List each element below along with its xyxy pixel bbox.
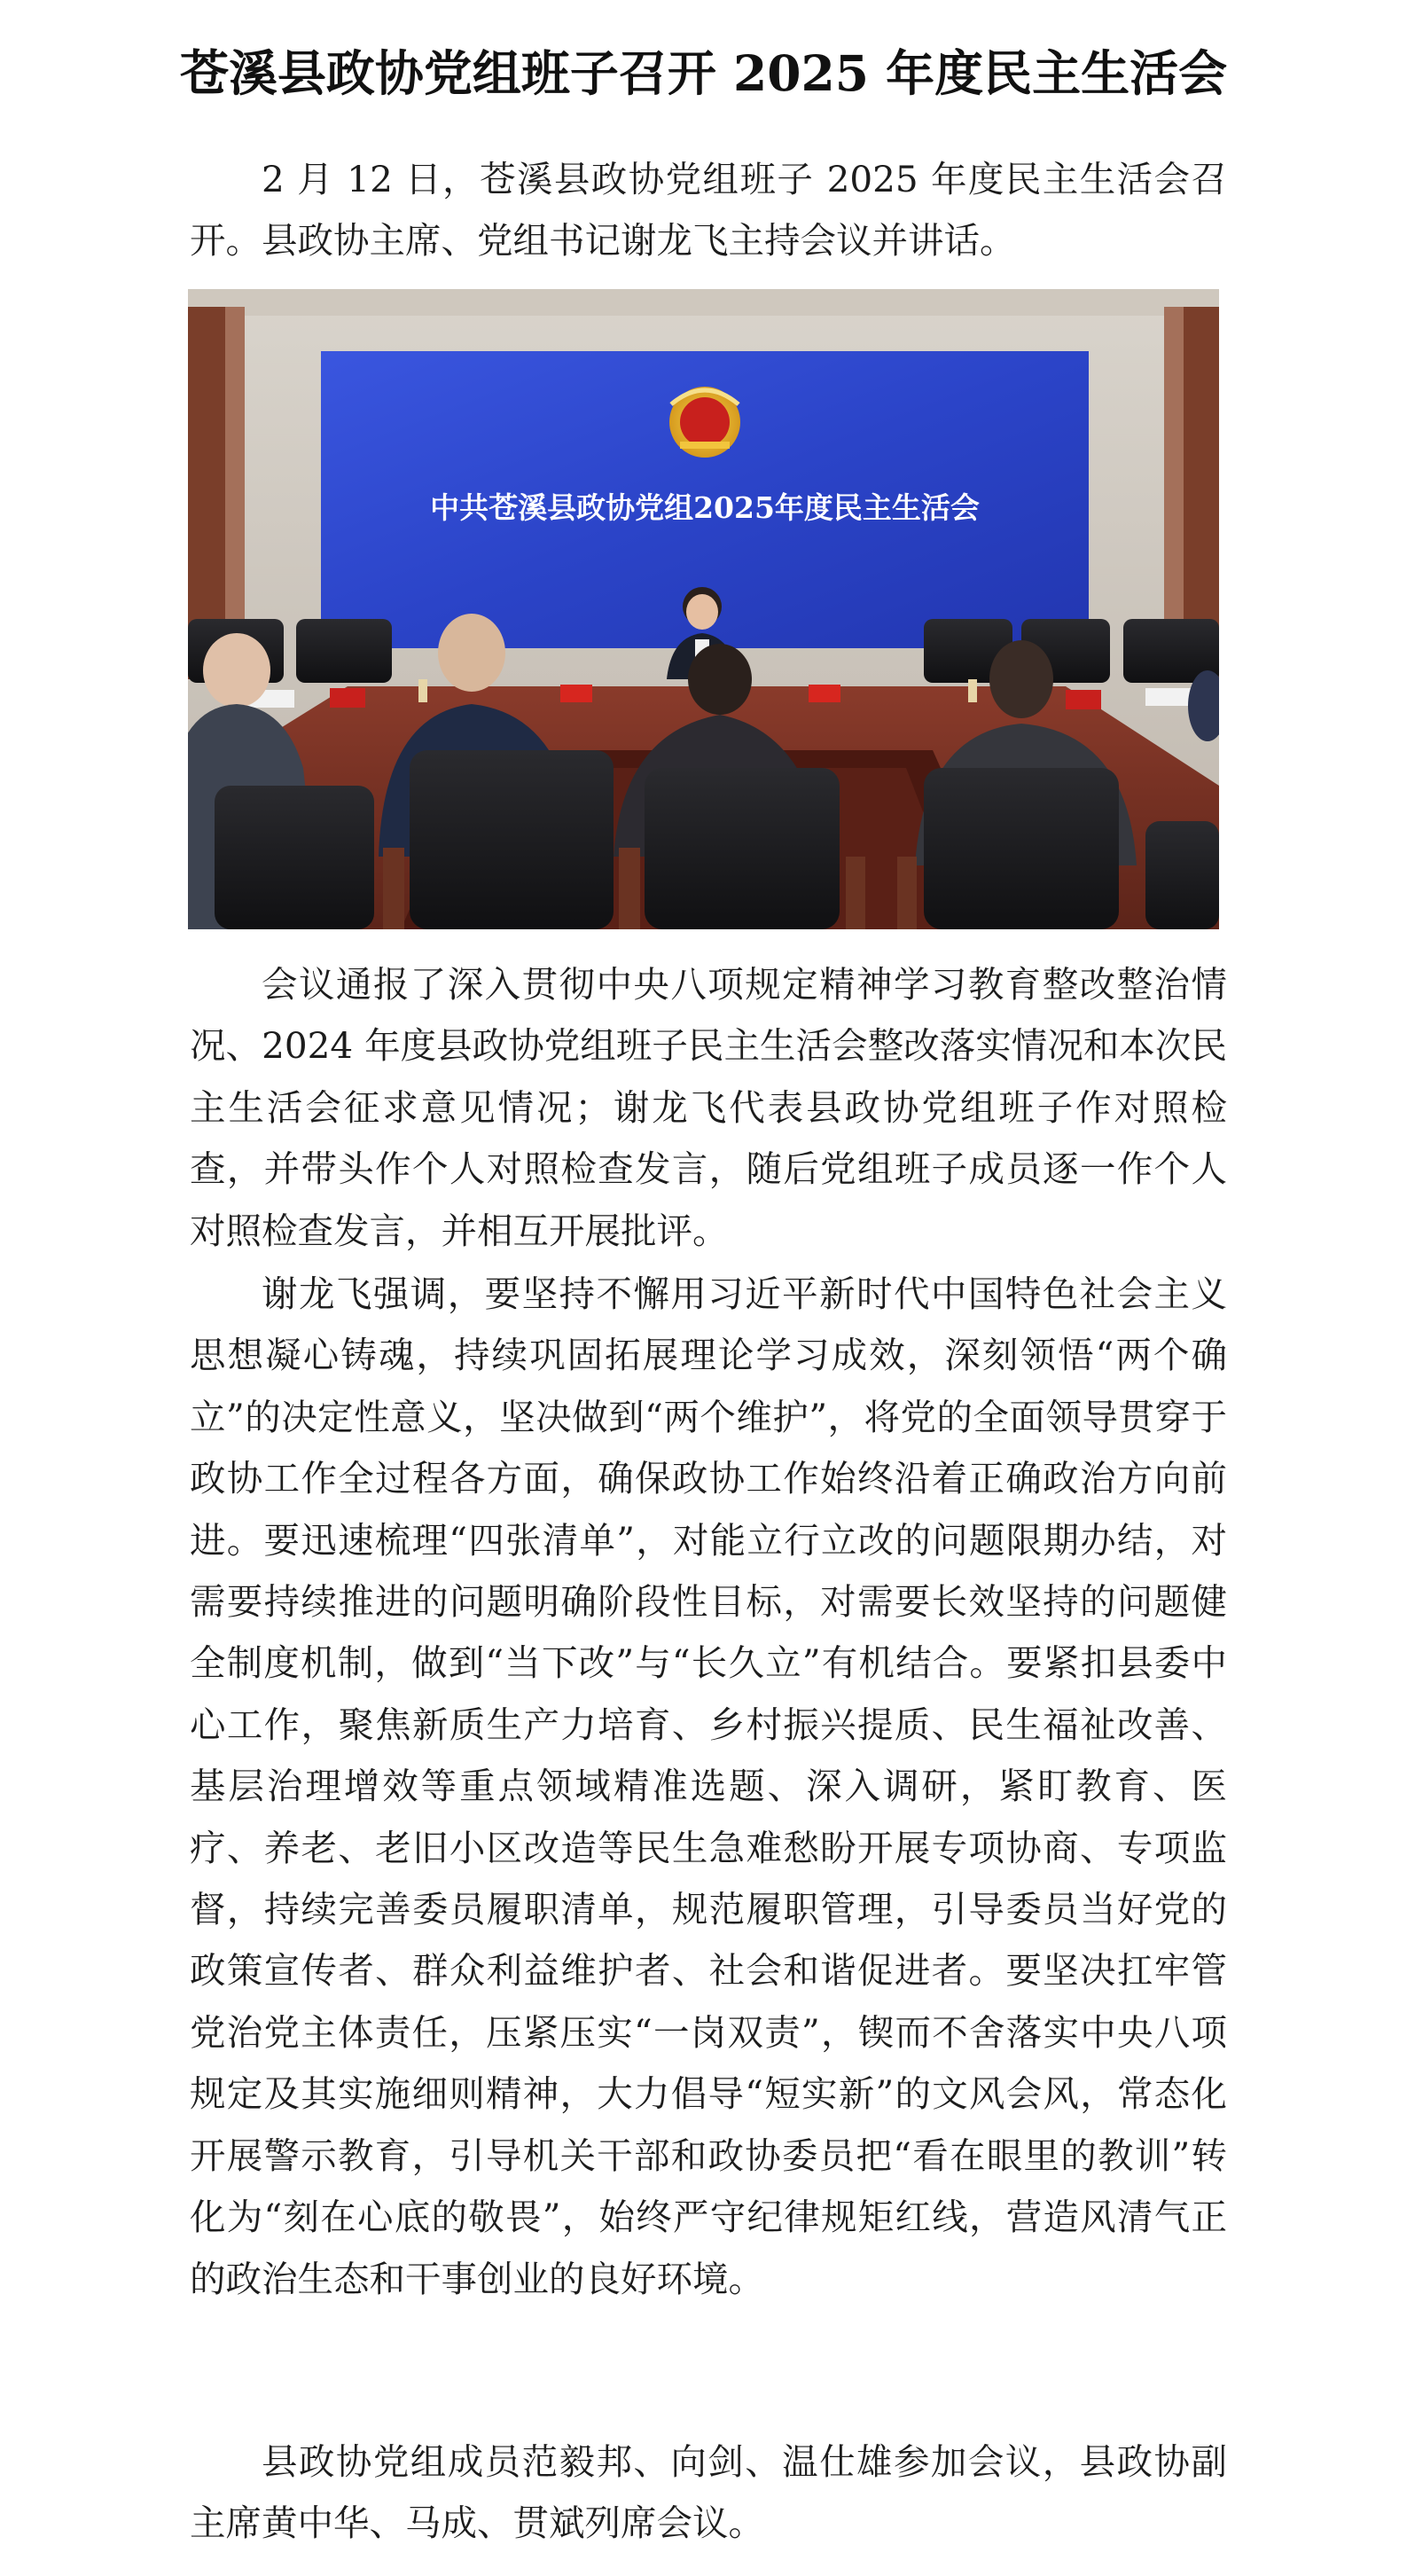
cppcc-emblem-icon <box>669 387 740 458</box>
paragraph-speech: 谢龙飞强调，要坚持不懈用习近平新时代中国特色社会主义思想凝心铸魂，持续巩固拓展理论学习成效，深刻领悟“两个确立”的决定性意义，坚决做到“两个维护”，将党的全面领导贯穿于政协工作全过程各方面，确保政协工作始终沿着正确政治方向前进。要迅速梳理“四张清单”，对能立行立改的问题限期办结，对需要持续推进的问题明确阶段性目标，对需要长效坚持的问题健全制度机制，做到“当下改”与“长久立”有机结合。要紧扣县委中心工作，聚焦新质生产力培育、乡村振兴提质、民生福祉改善、基层治理增效等重点领域精准选题、深入调研，紧盯教育、医疗、养老、老旧小区改造等民生急难愁盼开展专项协商、专项监督，持续完善委员履职清单，规范履职管理，引导委员当好党的政策宣传者、群众利益维护者、社会和谐促进者。要坚决扛牢管党治党主体责任，压紧压实“一岗双责”，锲而不舍落实中央八项规定及其实施细则精神，大力倡导“短实新”的文风会风，常态化开展警示教育，引导机关干部和政协委员把“看在眼里的教训”转化为“刻在心底的敬畏”，始终严守纪律规矩红线，营造风清气正的政治生态和干事创业的良好环境。 <box>190 1272 1227 2300</box>
meeting-photo <box>188 289 1219 929</box>
screen-text: 中共苍溪县政协党组2025年度民主生活会 <box>430 490 980 525</box>
paragraph-meeting-report: 会议通报了深入贯彻中央八项规定精神学习教育整改整治情况、2024 年度县政协党组班子民主生活会整改落实情况和本次民主生活会征求意见情况；谢龙飞代表县政协党组班子作对照检查，并带头作个人对照检查发言，随后党组班子成员逐一作个人对照检查发言，并相互开展批评。 <box>190 963 1227 1252</box>
paragraph-attendees: 县政协党组成员范毅邦、向剑、温仕雄参加会议，县政协副主席黄中华、马成、贯斌列席会议。 <box>190 2440 1227 2545</box>
paragraph-intro: 2 月 12 日，苍溪县政协党组班子 2025 年度民主生活会召开。县政协主席、党组书记谢龙飞主持会议并讲话。 <box>190 158 1227 262</box>
article-title: 苍溪县政协党组班子召开 2025 年度民主生活会 <box>179 43 1228 102</box>
